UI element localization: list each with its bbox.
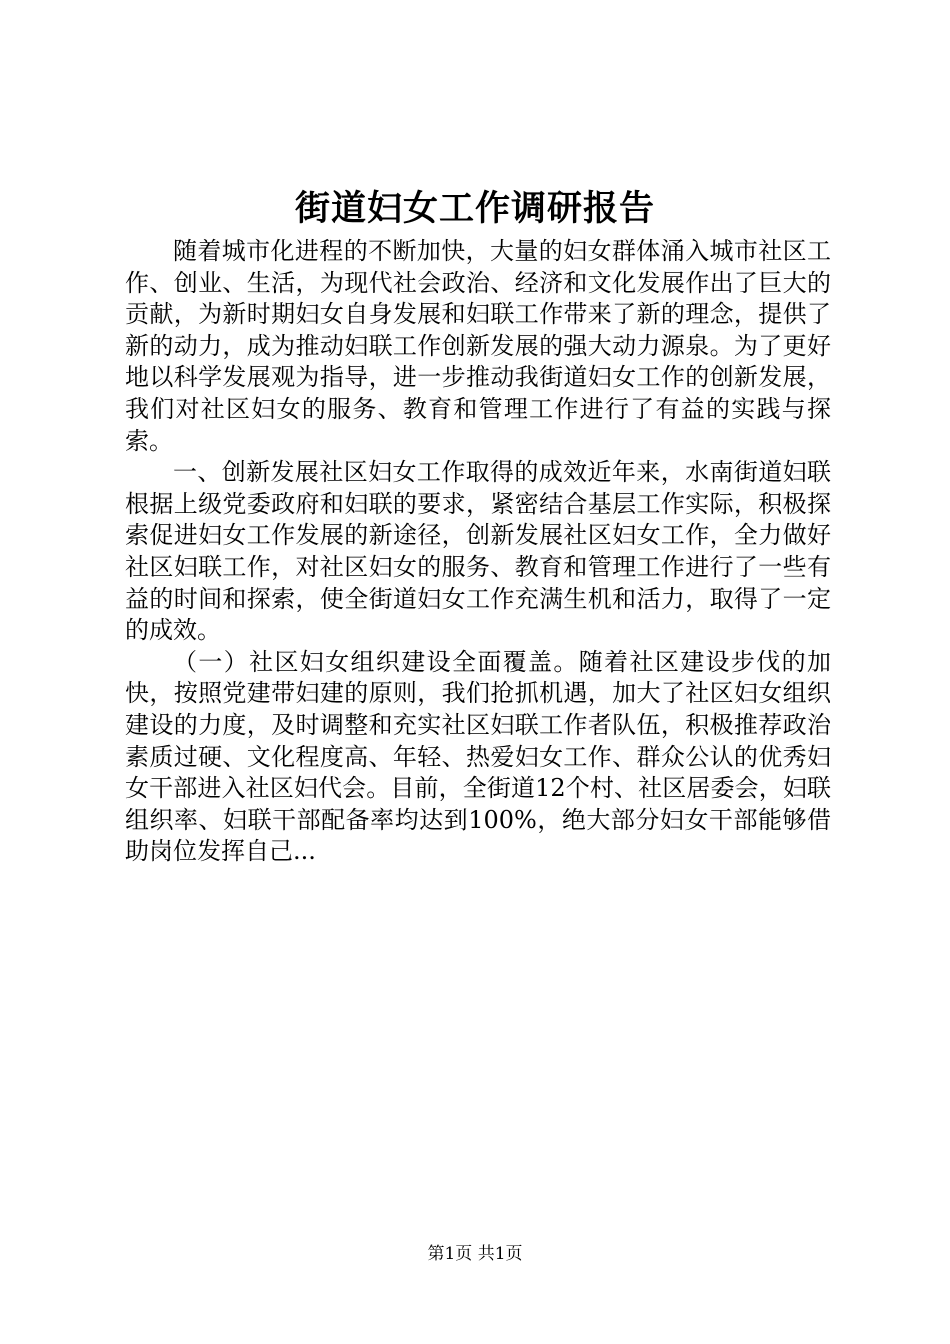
paragraph-subsection-1: （一）社区妇女组织建设全面覆盖。随着社区建设步伐的加快，按照党建带妇建的原则，我们抢抓机遇，加大了社区妇女组织建设的力度，及时调整和充实社区妇联工作者队伍，积极推荐政治素质过硬、文化程度高、年轻、热爱妇女工作、群众公认的优秀妇女干部进入社区妇代会。目前，全街道12个村、社区居委会，妇联组织率、妇联干部配备率均达到100%，绝大部分妇女干部能够借助岗位发挥自己... <box>125 647 831 866</box>
document-title: 街道妇女工作调研报告 <box>294 188 655 229</box>
page-footer: 第1页 共1页 <box>427 1244 523 1264</box>
paragraph-section-1: 一、创新发展社区妇女工作取得的成效近年来，水南街道妇联根据上级党委政府和妇联的要求，紧密结合基层工作实际，积极探索促进妇女工作发展的新途径，创新发展社区妇女工作，全力做好社区妇联工作，对社区妇女的服务、教育和管理工作进行了一些有益的时间和探索，使全街道妇女工作充满生机和活力，取得了一定的成效。 <box>125 458 831 645</box>
document-body <box>125 236 831 868</box>
paragraph-intro: 随着城市化进程的不断加快，大量的妇女群体涌入城市社区工作、创业、生活，为现代社会政治、经济和文化发展作出了巨大的贡献，为新时期妇女自身发展和妇联工作带来了新的理念，提供了新的动力，成为推动妇联工作创新发展的强大动力源泉。为了更好地以科学发展观为指导，进一步推动我街道妇女工作的创新发展，我们对社区妇女的服务、教育和管理工作进行了有益的实践与探索。 <box>125 237 831 455</box>
